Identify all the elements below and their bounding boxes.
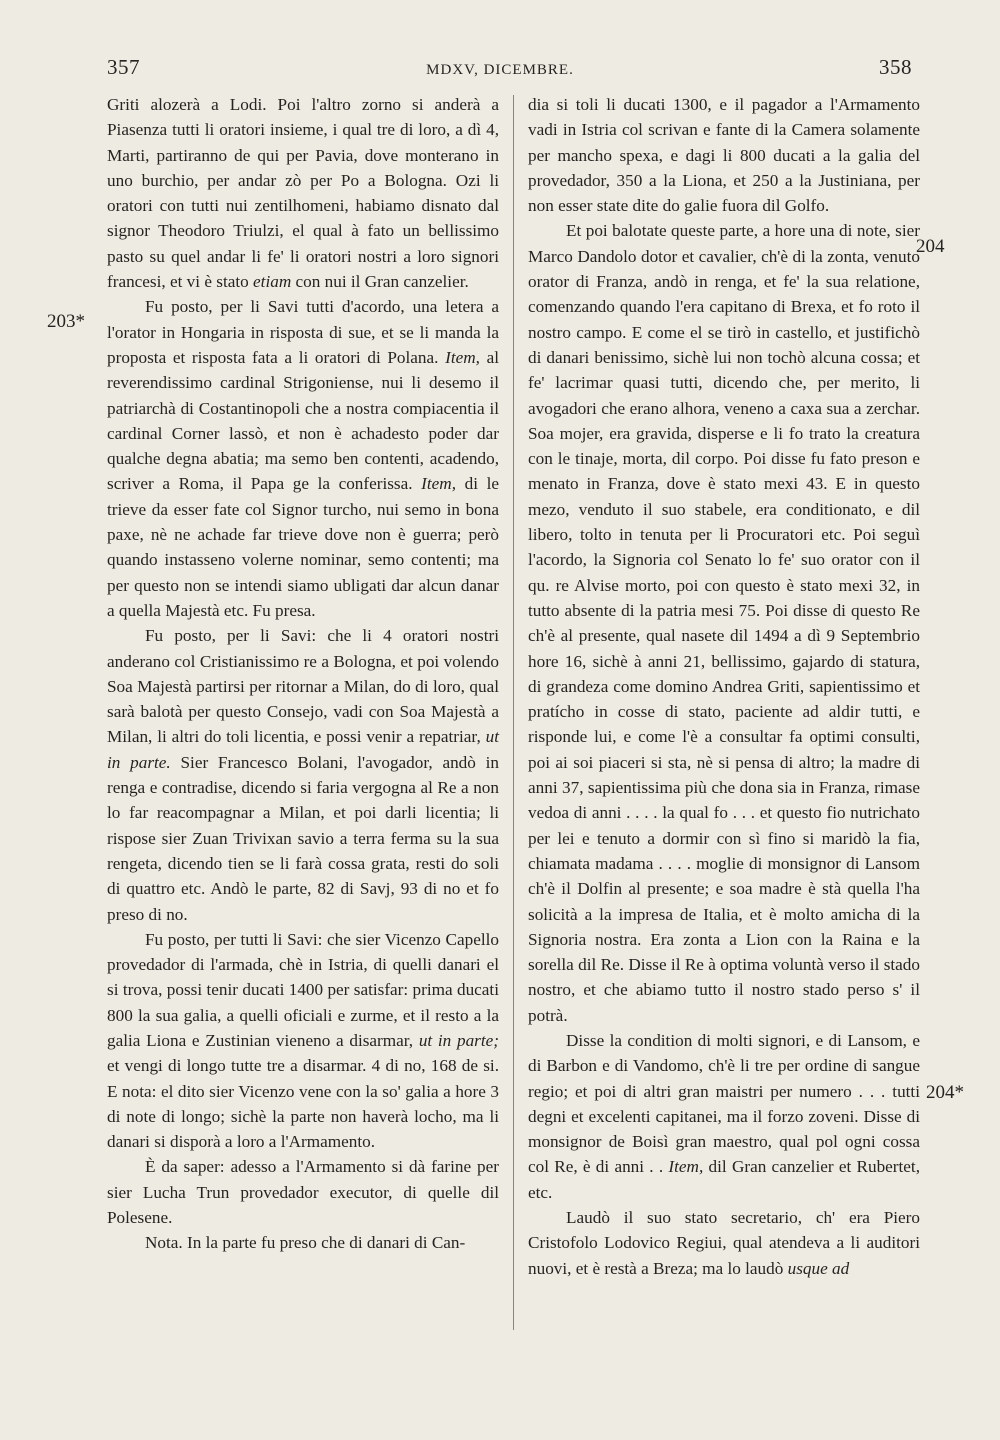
margin-number-204b: 204*: [926, 1082, 964, 1103]
paragraph: dia si toli li ducati 1300, e il pagador a l'Armamento vadi in Istria col scrivan e fante di la Camera solamente per mancho spexa, e dagi li 800 ducati a la galia del provedador, 350 a la Liona, et 250 a la Justiniana, per non esser state dite do galie fuora dil Golfo.: [528, 95, 920, 216]
paragraph: Et poi balotate queste parte, a hore una di note, sier Marco Dandolo dotor et cavalier, ch'è di la zonta, venuto orator di Franza, andò in renga, et fe' la sua relatione, comenzando quando l'era capitano di Brexa, et fo roto il nostro campo. E come el se tirò in castello, et justifichò di danari benissimo, sichè lui non tochò alcuna cossa; et fe' lacrimar quasi tutti, dicendo che, per merito, li avogadori che erano alhora, veneno a caxa sua a zerchar. Soa mojer, era gravida, disperse e li fo trato la creatura con le tinaje, morta, dil corpo. Poi disse fu fato preson e menato in Franza, dove è stato mexi 43. E in questo mezo, venduto il suo stabele, era conditionato, e dil libero, tolto in tenuta per li Procuratori etc. Poi seguì l'acordo, la Signoria col Senato lo fe' suo orator con il qu. re Alvise morto, poi con questo è stato mexi 32, in tutto absente di la patria mesi 75. Poi disse di questo Re ch'è al presente, qual nasete dil 1494 a dì 9 Septembrio hore 16, sichè à anni 21, bellissimo, gajardo di statura, di grandeza come domino Andrea Griti, sapientissimo et pratícho in cosse di stato, paciente ad aldir tutti, e risponde lui, e come l'è a consultar fa optimi consulti, poi ai soi piaceri si sta, nè si pensa di altro; la madre di anni 37, sapientissima più che dona sia in Franza, rimase vedoa di anni . . . . la qual fo . . . et questo fio nutrichato per lei e tenuto a dormir con sì fino si maridò la fia, chiamata madama . . . . moglie di monsignor di Lansom ch'è il Dolfin al presente; e soa madre è stà quella l'ha solicità a la impresa de Italia, et è molto amicha di la Signoria nostra. Era zonta a Lion con la Raina e la sorella dil Re. Disse il Re à optima voluntà verso il stado nostro, et che abiamo tutto il nostro stado perso s' il potrà.: [528, 221, 920, 1025]
running-head: MDXV, DICEMBRE.: [426, 62, 574, 78]
paragraph: Fu posto, per tutti li Savi: che sier Vicenzo Capello provedador di l'armada, chè in Istria, di quelli danari el si trova, possi tenir ducati 1400 per satisfar: prima ducati 800 la sua galia, a quelli oficiali e zurme, et il resto a la galia Liona e Zustinian vieneno a disarmar, ut in parte; et vengi di longo tutte tre a disarmar. 4 di no, 168 de si. E nota: el dito sier Vicenzo vene con la so' galia a hore 3 di note di longo; sichè la parte non haverà locho, ma li danari si disporà a loro a l'Armamento.: [107, 929, 499, 1152]
paragraph: Disse la condition di molti signori, e di Lansom, e di Barbon e di Vandomo, ch'è li tre per ordine di sangue regio; et poi di altri gran maistri per numero . . . tutti degni et excelenti capitanei, ma il forzo zoveni. Disse di monsignor de Boisì gran maestro, qual pol ogni cossa col Re, è di anni . . Item, dil Gran canzelier et Rubertet, etc.: [528, 1030, 920, 1202]
column-divider: [513, 95, 514, 1330]
paragraph: Fu posto, per li Savi tutti d'acordo, una letera a l'orator in Hongaria in risposta di sue, et se li manda la proposta et risposta fata a li oratori di Polana. Item, al reverendissimo cardinal Strigoniense, nui li desemo il patriarchà di Costantinopoli che a nostra compiacentia il cardinal Corner lassò, et non è achadesto poder dar qualche degna abatia; ma semo ben contenti, acadendo, scriver a Roma, il Papa ge la conferissa. Item, di le trieve da esser fate col Signor turcho, nui semo in bona paxe, nè ne achade far trieve dove non è guerra; però quando instasseno volerne nominar, semo contenti; ma per questo non se intendi siamo ubligati dar alcun danar a quella Majestà etc. Fu presa.: [107, 297, 500, 620]
paragraph: Laudò il suo stato secretario, ch' era Piero Cristofolo Lodovico Regiui, qual atendeva a li auditori nuovi, et è restà a Breza; ma lo laudò usque ad: [528, 1208, 920, 1278]
margin-number-204: 204: [916, 236, 945, 257]
paragraph: Fu posto, per li Savi: che li 4 oratori nostri anderano col Cristianissimo re a Bologna, et poi volendo Soa Majestà partirsi per ritornar a Milan, do di loro, qual sarà balotà per questo Consejo, vadi con Soa Majestà a Milan, li altri do toli licentia, e possi venir a repatriar, ut in parte. Sier Francesco Bolani, l'avogador, andò in renga e contradise, dicendo si faria vergogna al Re a non lo far reacompagnar a Milan, et poi darli licentia; li rispose sier Zuan Trivixan savio a terra ferma su la sua rengeta, dicendo tien se li farà cossa grata, resti do soli di quattro etc. Andò le parte, 82 di Savj, 93 di no et fo preso di no.: [107, 626, 500, 924]
page-number-left: 357: [107, 55, 140, 79]
paragraph: Griti alozerà a Lodi. Poi l'altro zorno si anderà a Piasenza tutti li oratori insieme, i qual tre di loro, a dì 4, Marti, partiranno de qui per Pavia, dove monterano in uno burchio, per andar zò per Po a Bologna. Ozi li oratori con tutti nui zentilhomeni, habiamo disnato dal signor Theodoro Triulzi, el qual à fato un bellissimo pasto su quel andar li fe' li oratori nostri a loro signori francesi, et vi è stato etiam con nui il Gran canzelier.: [107, 95, 499, 292]
right-column: [528, 92, 920, 1281]
page-number-right: 358: [879, 55, 912, 79]
left-column: [107, 92, 499, 1256]
paragraph: È da saper: adesso a l'Armamento si dà farine per sier Lucha Trun provedador executor, di quelle dil Polesene.: [107, 1157, 499, 1228]
margin-number-203: 203*: [47, 311, 85, 332]
paragraph: Nota. In la parte fu preso che di danari di Can-: [145, 1233, 466, 1253]
